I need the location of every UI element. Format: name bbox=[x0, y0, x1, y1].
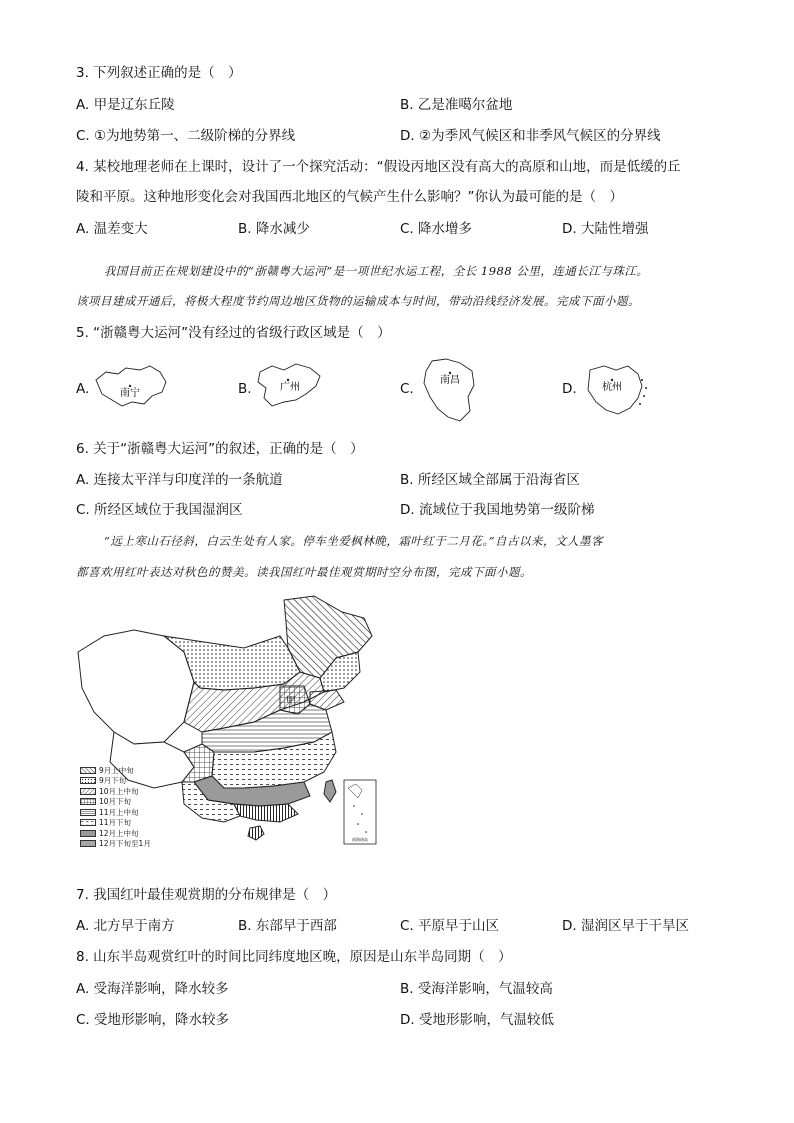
guangzhou-outline-map[interactable] bbox=[254, 360, 326, 412]
nanning-label: 南宁 bbox=[120, 388, 140, 399]
passage1-line1: 我国目前正在规划建设中的“浙赣粤大运河”是一项世纪水运工程，全长 1988 公里，连通长江与珠江。 bbox=[104, 264, 649, 278]
nanning-outline-map[interactable] bbox=[92, 362, 170, 410]
q7-option-b[interactable]: B. 东部早于西部 bbox=[238, 918, 337, 934]
legend-label: 10月上中旬 bbox=[99, 786, 139, 796]
legend-item bbox=[80, 828, 170, 839]
legend-swatch-icon bbox=[80, 777, 96, 784]
q4-stem-line2: 陵和平原。这种地形变化会对我国西北地区的气候产生什么影响？”你认为最可能的是（ ） bbox=[76, 189, 623, 205]
hangzhou-outline-map[interactable] bbox=[580, 360, 652, 420]
guangzhou-label: 广州 bbox=[280, 382, 300, 393]
q3-option-c[interactable]: C. ①为地势第一、二级阶梯的分界线 bbox=[76, 128, 296, 144]
q5-option-c-letter[interactable]: C. bbox=[400, 381, 414, 397]
q8-option-d[interactable]: D. 受地形影响，气温较低 bbox=[400, 1012, 554, 1028]
legend-item bbox=[80, 818, 170, 829]
q7-option-a[interactable]: A. 北方早于南方 bbox=[76, 918, 175, 934]
q8-stem: 8. 山东半岛观赏红叶的时间比同纬度地区晚，原因是山东半岛同期（ ） bbox=[76, 949, 512, 965]
legend-label: 9月下旬 bbox=[99, 776, 127, 786]
legend-item bbox=[80, 776, 170, 787]
q7-stem: 7. 我国红叶最佳观赏期的分布规律是（ ） bbox=[76, 887, 337, 903]
q3-option-b[interactable]: B. 乙是准噶尔盆地 bbox=[400, 97, 513, 113]
map-legend bbox=[80, 765, 170, 849]
legend-swatch-icon bbox=[80, 840, 96, 847]
passage2-line2: 都喜欢用红叶表达对秋色的赞美。读我国红叶最佳观赏期时空分布图，完成下面小题。 bbox=[76, 565, 532, 579]
legend-swatch-icon bbox=[80, 809, 96, 816]
nanchang-outline-map[interactable] bbox=[418, 355, 480, 427]
legend-item bbox=[80, 839, 170, 850]
q7-option-c[interactable]: C. 平原早于山区 bbox=[400, 918, 500, 934]
inset-label: 南海诸岛 bbox=[352, 837, 368, 842]
legend-item bbox=[80, 807, 170, 818]
legend-swatch-icon bbox=[80, 819, 96, 826]
legend-item bbox=[80, 765, 170, 776]
legend-swatch-icon bbox=[80, 798, 96, 805]
q4-stem-line1: 4. 某校地理老师在上课时，设计了一个探究活动：“假设丙地区没有高大的高原和山地，而是低缓的丘 bbox=[76, 159, 681, 175]
q6-stem: 6. 关于“浙赣粤大运河”的叙述，正确的是（ ） bbox=[76, 441, 364, 457]
hangzhou-label: 杭州 bbox=[602, 382, 622, 393]
q7-option-d[interactable]: D. 湿润区早于干旱区 bbox=[562, 918, 689, 934]
q5-option-d-letter[interactable]: D. bbox=[562, 381, 577, 397]
q4-option-a[interactable]: A. 温差变大 bbox=[76, 221, 148, 237]
q6-option-d[interactable]: D. 流域位于我国地势第一级阶梯 bbox=[400, 502, 595, 518]
q3-stem: 3. 下列叙述正确的是（ ） bbox=[76, 65, 242, 81]
q8-option-b[interactable]: B. 受海洋影响，气温较高 bbox=[400, 981, 553, 997]
q6-option-b[interactable]: B. 所经区域全部属于沿海省区 bbox=[400, 472, 580, 488]
legend-label: 12月下旬至1月 bbox=[99, 839, 151, 849]
legend-label: 10月下旬 bbox=[99, 797, 132, 807]
q8-option-a[interactable]: A. 受海洋影响，降水较多 bbox=[76, 981, 229, 997]
q4-option-d[interactable]: D. 大陆性增强 bbox=[562, 221, 649, 237]
legend-label: 11月下旬 bbox=[99, 818, 132, 828]
q4-option-c[interactable]: C. 降水增多 bbox=[400, 221, 473, 237]
q6-option-a[interactable]: A. 连接太平洋与印度洋的一条航道 bbox=[76, 472, 283, 488]
nanchang-label: 南昌 bbox=[440, 375, 460, 386]
q6-option-c[interactable]: C. 所经区域位于我国湿润区 bbox=[76, 502, 243, 518]
q5-stem: 5. “浙赣粤大运河”没有经过的省级行政区域是（ ） bbox=[76, 325, 391, 341]
legend-item bbox=[80, 797, 170, 808]
q5-option-b-letter[interactable]: B. bbox=[238, 381, 252, 397]
south-china-sea-inset bbox=[344, 780, 376, 844]
q3-option-a[interactable]: A. 甲是辽东丘陵 bbox=[76, 97, 175, 113]
legend-item bbox=[80, 786, 170, 797]
legend-swatch-icon bbox=[80, 830, 96, 837]
label-jia: 甲 bbox=[286, 696, 296, 707]
q4-option-b[interactable]: B. 降水减少 bbox=[238, 221, 310, 237]
legend-swatch-icon bbox=[80, 788, 96, 795]
q5-option-a-letter[interactable]: A. bbox=[76, 381, 90, 397]
legend-label: 9月上中旬 bbox=[99, 765, 134, 775]
q3-option-d[interactable]: D. ②为季风气候区和非季风气候区的分界线 bbox=[400, 128, 661, 144]
q8-option-c[interactable]: C. 受地形影响，降水较多 bbox=[76, 1012, 230, 1028]
legend-swatch-icon bbox=[80, 767, 96, 774]
legend-label: 12月上中旬 bbox=[99, 828, 139, 838]
passage1-line2: 该项目建成开通后，将极大程度节约周边地区货物的运输成本与时间，带动沿线经济发展。完成下面小题。 bbox=[76, 294, 640, 308]
legend-label: 11月上中旬 bbox=[99, 807, 139, 817]
passage2-line1: “远上寒山石径斜，白云生处有人家。停车坐爱枫林晚，霜叶红于二月花。”自古以来，文人墨客 bbox=[104, 534, 604, 548]
